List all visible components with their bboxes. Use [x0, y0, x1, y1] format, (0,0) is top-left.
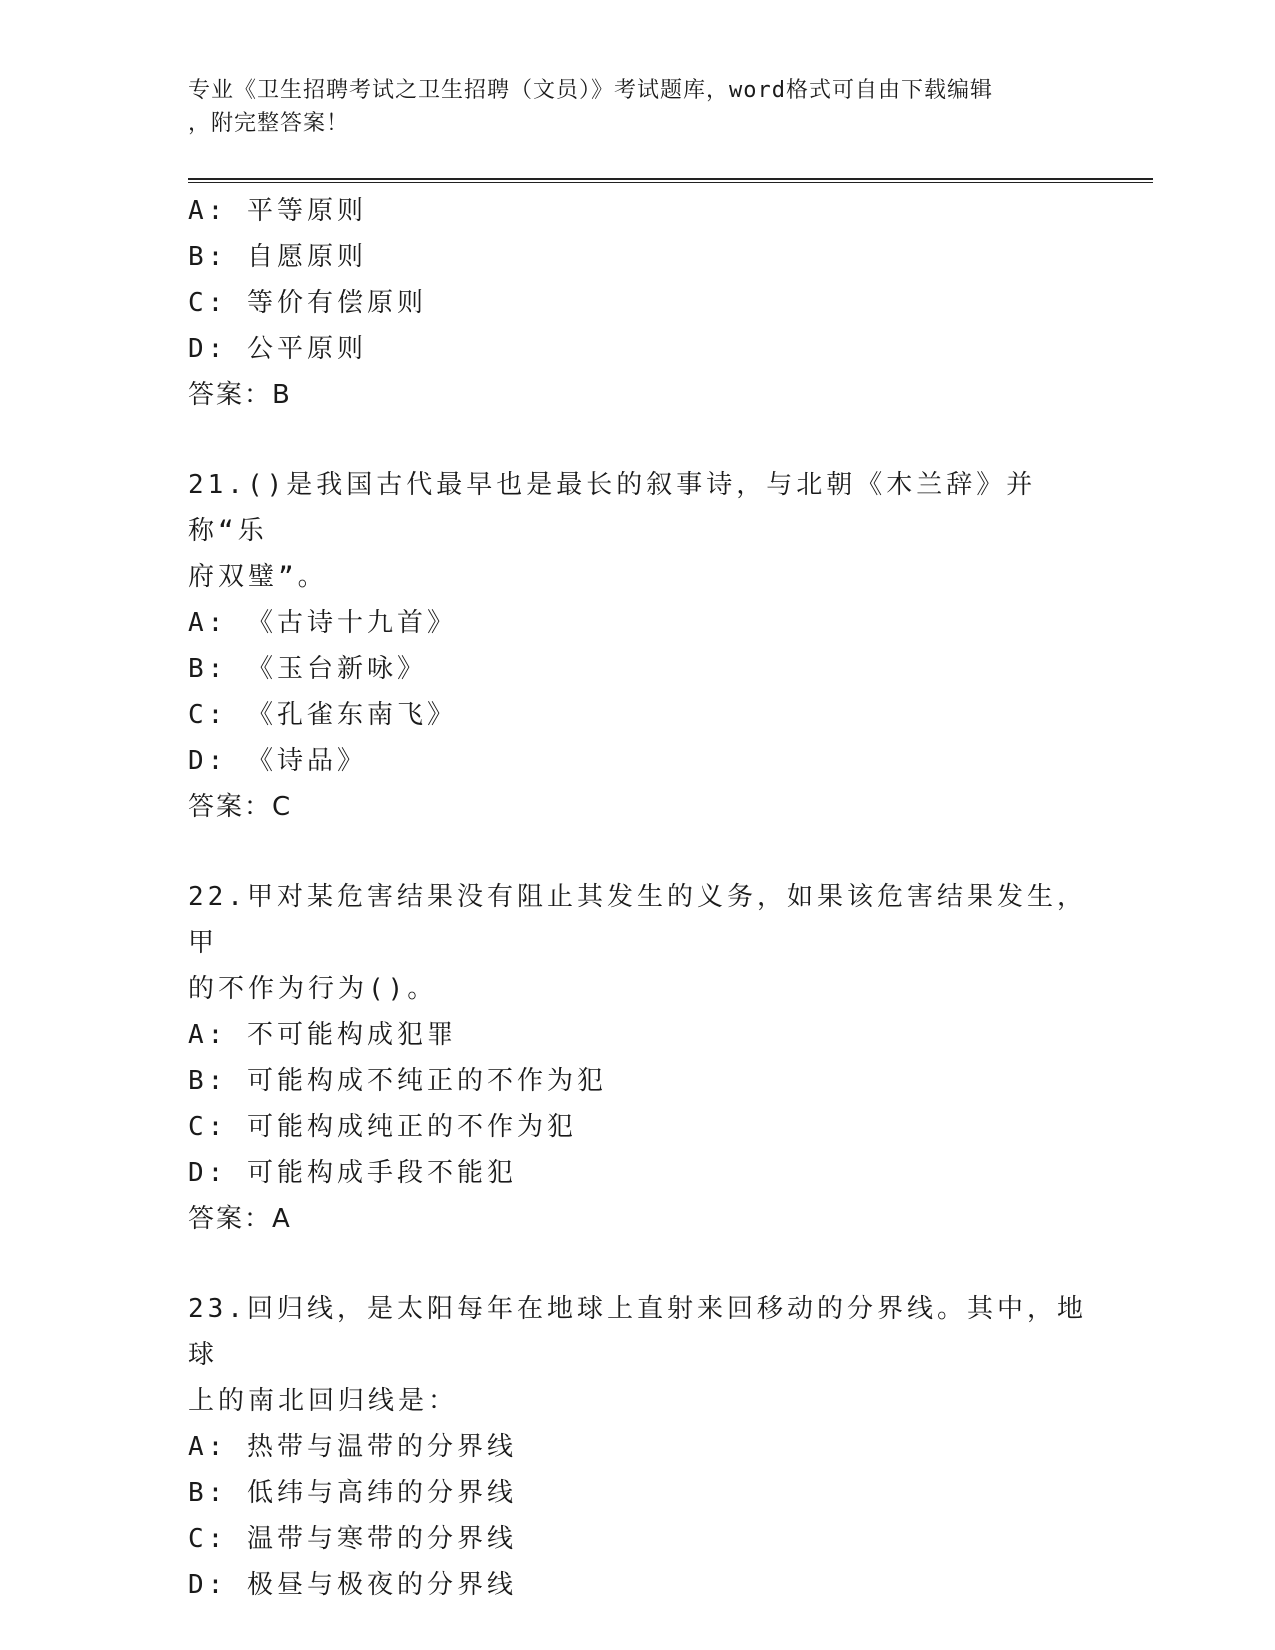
question-text-line-1: 21.()是我国古代最早也是最长的叙事诗，与北朝《木兰辞》并称“乐: [188, 470, 1037, 546]
option-a: A: 不可能构成犯罪: [188, 1020, 457, 1050]
option-d: D: 公平原则: [188, 334, 367, 364]
question-text-line-2: 上的南北回归线是：: [188, 1386, 459, 1416]
answer-line: 答案：A: [188, 1204, 292, 1234]
question-text-line-2: 府双璧”。: [188, 562, 328, 592]
question-block-20: [188, 188, 1088, 418]
option-a: A: 热带与温带的分界线: [188, 1432, 517, 1462]
option-c: C: 《孔雀东南飞》: [188, 700, 457, 730]
question-text-line-2: 的不作为行为()。: [188, 974, 438, 1004]
question-block-21: [188, 462, 1088, 830]
answer-line: 答案：B: [188, 380, 292, 410]
answer-line: 答案：C: [188, 792, 293, 822]
option-a: A: 平等原则: [188, 196, 367, 226]
option-a: A: 《古诗十九首》: [188, 608, 457, 638]
option-c: C: 等价有偿原则: [188, 288, 427, 318]
option-c: C: 可能构成纯正的不作为犯: [188, 1112, 577, 1142]
option-b: B: 可能构成不纯正的不作为犯: [188, 1066, 607, 1096]
question-content: [188, 188, 1088, 1608]
option-b: B: 自愿原则: [188, 242, 367, 272]
option-b: B: 《玉台新咏》: [188, 654, 427, 684]
option-d: D: 《诗品》: [188, 746, 367, 776]
question-text-line-1: 22.甲对某危害结果没有阻止其发生的义务，如果该危害结果发生，甲: [188, 882, 1087, 958]
spacer: [188, 1242, 1088, 1286]
option-c: C: 温带与寒带的分界线: [188, 1524, 517, 1554]
question-block-22: [188, 874, 1088, 1242]
header-title-line-1: 专业《卫生招聘考试之卫生招聘（文员）》考试题库，word格式可自由下载编辑: [188, 78, 993, 103]
document-header: [188, 74, 1068, 140]
header-title-line-2: ，附完整答案！: [188, 111, 350, 136]
header-divider: [188, 178, 1153, 183]
spacer: [188, 418, 1088, 462]
question-text-line-1: 23.回归线，是太阳每年在地球上直射来回移动的分界线。其中，地球: [188, 1294, 1087, 1370]
option-d: D: 可能构成手段不能犯: [188, 1158, 517, 1188]
option-b: B: 低纬与高纬的分界线: [188, 1478, 517, 1508]
spacer: [188, 830, 1088, 874]
question-block-23: [188, 1286, 1088, 1608]
option-d: D: 极昼与极夜的分界线: [188, 1570, 517, 1600]
